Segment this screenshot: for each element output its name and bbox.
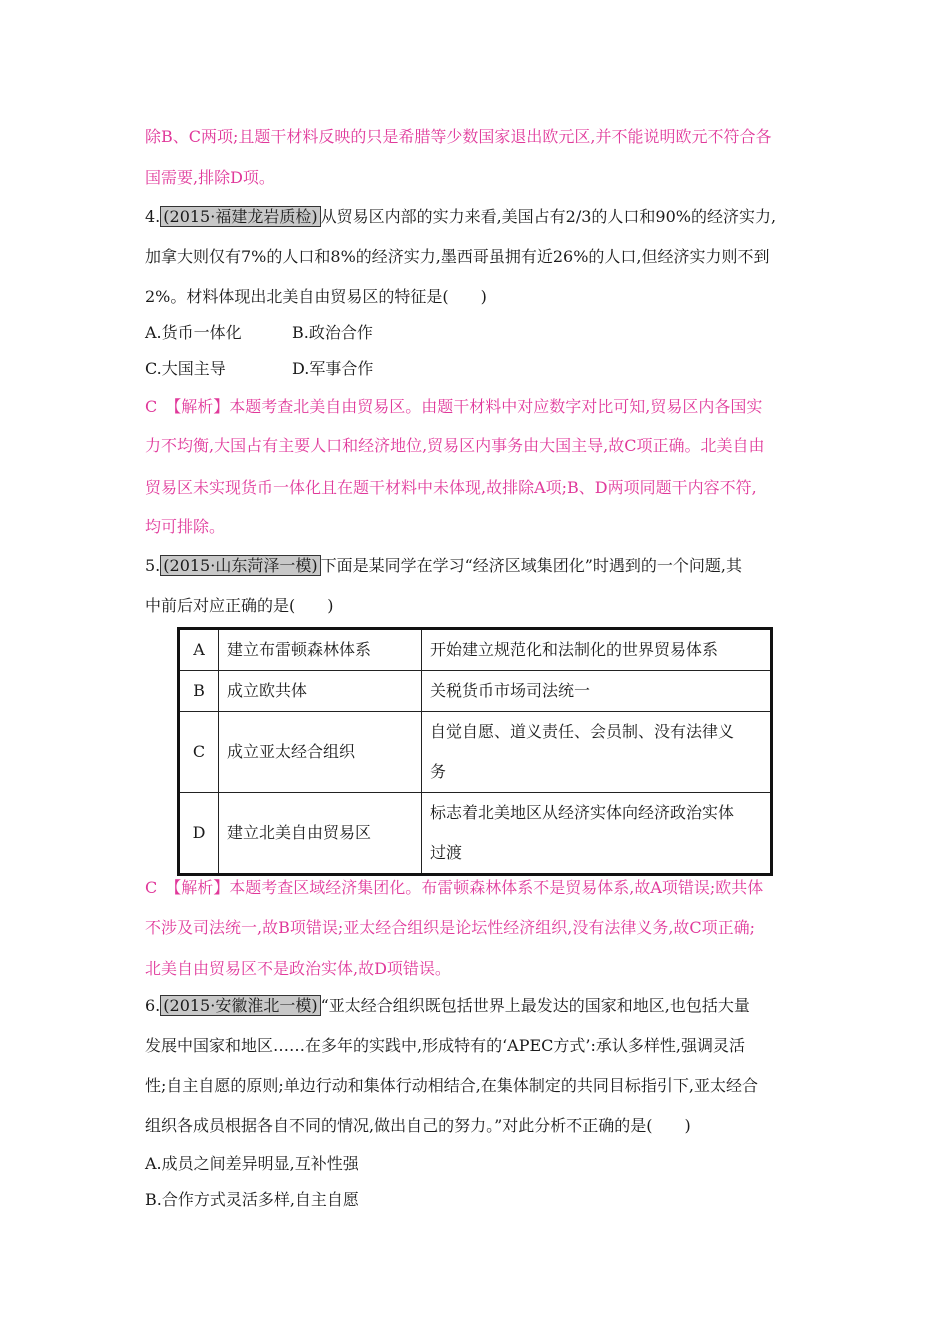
q6-stem-text: “亚太经合组织既包括世界上最发达的国家和地区,也包括大量	[320, 996, 750, 1015]
q6-stem-line-4: 组织各成员根据各自不同的情况,做出自己的努力。”对此分析不正确的是( )	[145, 1116, 691, 1135]
q5-answer-line-3: 北美自由贸易区不是政治实体,故D项错误。	[145, 959, 451, 978]
q6-option-b: B.合作方式灵活多样,自主自愿	[145, 1190, 359, 1209]
q5-source-tag: (2015·山东菏泽一模)	[160, 555, 320, 576]
row-desc-line-2: 过渡	[430, 843, 463, 862]
q4-option-a: A.货币一体化	[145, 323, 242, 342]
row-desc-line-1: 标志着北美地区从经济实体向经济政治实体	[430, 803, 735, 822]
row-desc-line-1: 开始建立规范化和法制化的世界贸易体系	[430, 640, 719, 659]
q5-stem-line-2: 中前后对应正确的是( )	[145, 596, 334, 615]
row-key: C	[179, 712, 219, 793]
row-desc-line-1: 关税货币市场司法统一	[430, 681, 591, 700]
q4-stem-line-1	[145, 205, 776, 229]
q4-answer-line-1: C 【解析】本题考查北美自由贸易区。由题干材料中对应数字对比可知,贸易区内各国实	[145, 397, 763, 416]
row-key: A	[179, 629, 219, 671]
q4-answer-line-3: 贸易区未实现货币一体化且在题干材料中未体现,故排除A项;B、D两项同题干内容不符,	[145, 478, 757, 497]
q5-answer-line-2: 不涉及司法统一,故B项错误;亚太经合组织是论坛性经济组织,没有法律义务,故C项正确;	[145, 918, 756, 937]
row-desc-line-2: 务	[430, 762, 447, 781]
q6-stem-line-1	[145, 994, 750, 1018]
prev-answer-line-1: 除B、C两项;且题干材料反映的只是希腊等少数国家退出欧元区,并不能说明欧元不符合各	[145, 127, 772, 146]
table-row	[179, 671, 772, 712]
q6-number: 6.	[145, 996, 161, 1015]
q4-stem-text: 从贸易区内部的实力来看,美国占有2/3的人口和90%的经济实力,	[320, 207, 777, 226]
row-desc-line-1: 自觉自愿、道义责任、会员制、没有法律义	[430, 722, 735, 741]
q5-options-table	[177, 627, 773, 876]
row-desc	[422, 671, 772, 712]
q4-source-tag: (2015·福建龙岩质检)	[160, 206, 320, 227]
q4-option-row-1	[145, 321, 242, 345]
q5-number: 5.	[145, 556, 161, 575]
row-desc	[422, 712, 772, 793]
row-desc	[422, 629, 772, 671]
q4-answer-line-4: 均可排除。	[145, 517, 226, 536]
q4-stem-line-3: 2%。材料体现出北美自由贸易区的特征是( )	[145, 287, 487, 306]
row-event: 建立布雷顿森林体系	[219, 629, 422, 671]
q6-stem-line-2: 发展中国家和地区……在多年的实践中,形成特有的‘APEC方式’:承认多样性,强调灵活	[145, 1036, 745, 1055]
row-key: D	[179, 793, 219, 875]
q4-stem-line-2: 加拿大则仅有7%的人口和8%的经济实力,墨西哥虽拥有近26%的人口,但经济实力则不到	[145, 247, 770, 266]
table-row	[179, 793, 772, 875]
q5-stem-line-1	[145, 554, 742, 578]
q5-stem-text: 下面是某同学在学习“经济区域集团化”时遇到的一个问题,其	[320, 556, 743, 575]
prev-answer-line-2: 国需要,排除D项。	[145, 168, 275, 187]
q4-option-d: D.军事合作	[292, 359, 374, 378]
row-event: 成立亚太经合组织	[219, 712, 422, 793]
table-row	[179, 712, 772, 793]
q6-option-a: A.成员之间差异明显,互补性强	[145, 1154, 359, 1173]
row-event: 成立欧共体	[219, 671, 422, 712]
q4-number: 4.	[145, 207, 161, 226]
q4-answer-line-2: 力不均衡,大国占有主要人口和经济地位,贸易区内事务由大国主导,故C项正确。北美自由	[145, 436, 765, 455]
table-row	[179, 629, 772, 671]
q5-answer-line-1: C 【解析】本题考查区域经济集团化。布雷顿森林体系不是贸易体系,故A项错误;欧共体	[145, 878, 764, 897]
row-key: B	[179, 671, 219, 712]
row-event: 建立北美自由贸易区	[219, 793, 422, 875]
q4-option-b: B.政治合作	[292, 323, 373, 342]
q6-source-tag: (2015·安徽淮北一模)	[160, 995, 320, 1016]
row-desc	[422, 793, 772, 875]
q4-option-c: C.大国主导	[145, 359, 226, 378]
q6-stem-line-3: 性;自主自愿的原则;单边行动和集体行动相结合,在集体制定的共同目标指引下,亚太经合	[145, 1076, 758, 1095]
